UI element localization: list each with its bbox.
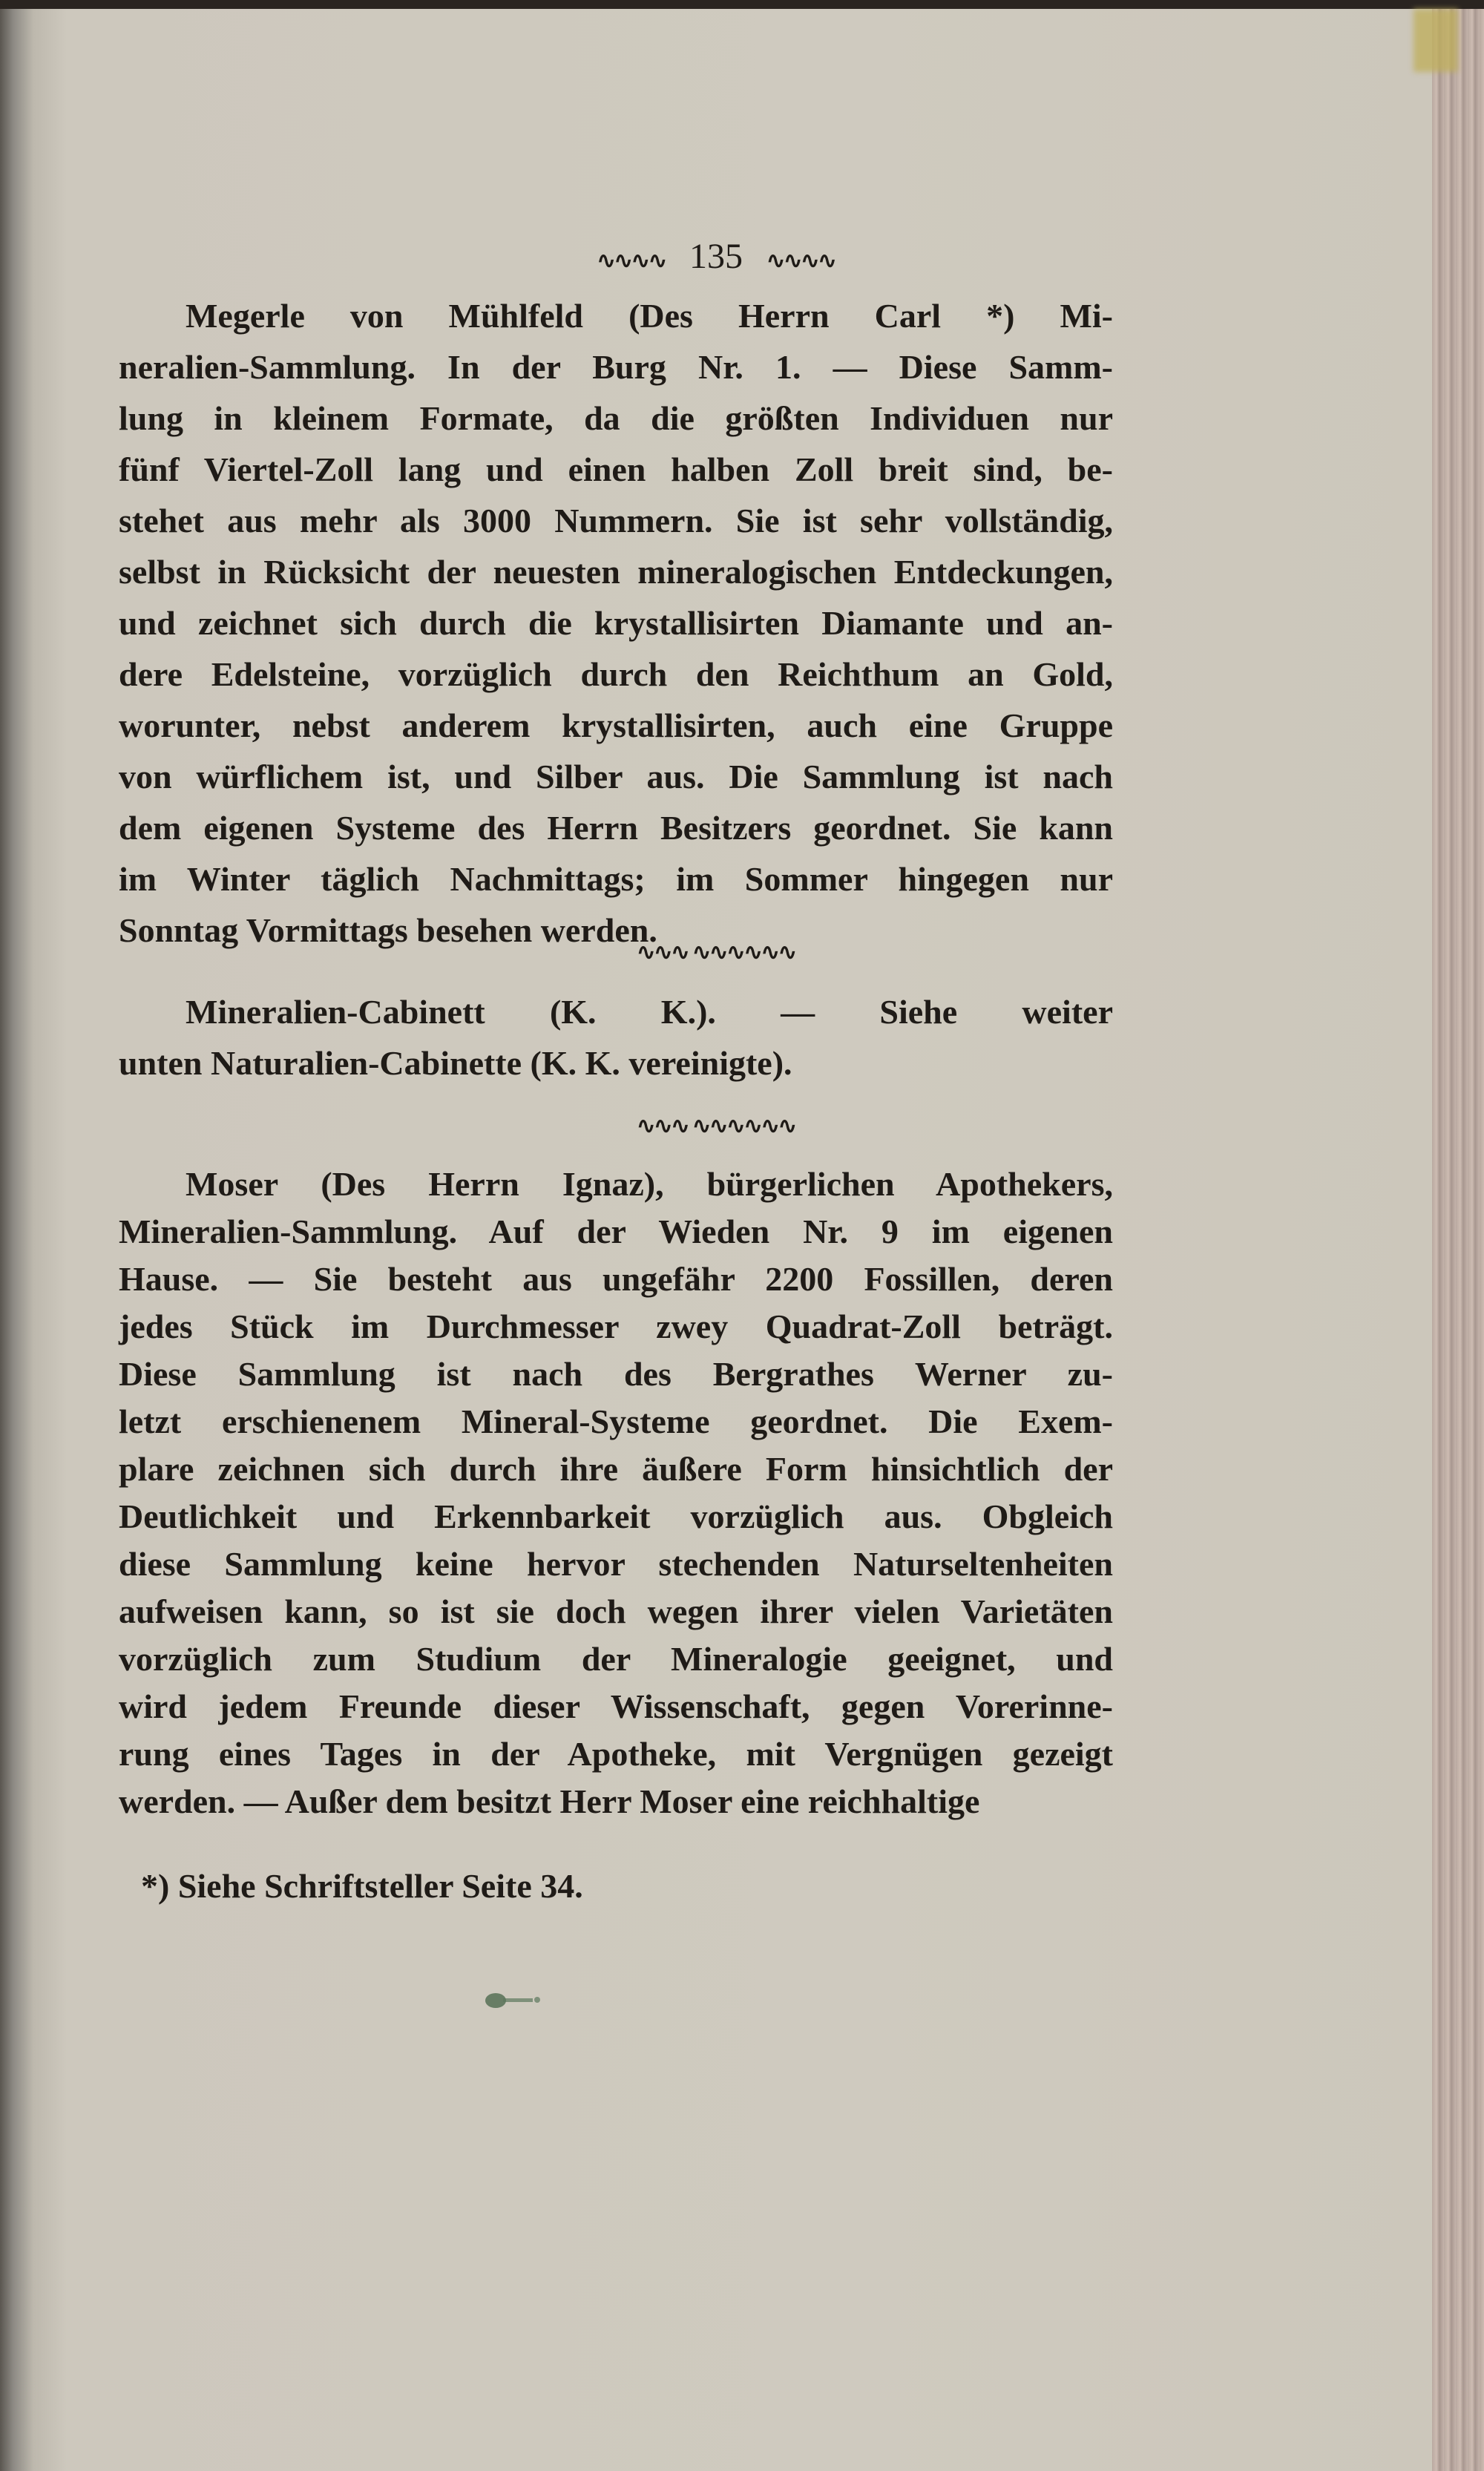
text-line: dem eigenen Systeme des Herrn Besitzers geordnet. Sie kann	[119, 809, 1113, 847]
entry-moser	[119, 1161, 1113, 1825]
text-line: plare zeichnen sich durch ihre äußere Form hinsichtlich der	[119, 1450, 1113, 1488]
text-line: neralien-Sammlung. In der Burg Nr. 1. — Diese Samm-	[119, 348, 1113, 386]
section-divider: ∿∿∿ ∿∿∿∿∿∿	[637, 940, 795, 965]
scan-top-border	[0, 0, 1484, 9]
text-line: Moser (Des Herrn Ignaz), bürgerlichen Apothekers,	[186, 1165, 1113, 1203]
page-number: 135	[689, 237, 743, 276]
text-line: und zeichnet sich durch die krystallisirten Diamante und an-	[119, 604, 1113, 642]
text-line: Sonntag Vormittags besehen werden.	[119, 911, 657, 949]
text-line: werden. — Außer dem besitzt Herr Moser eine reichhaltige	[119, 1782, 980, 1820]
text-line: wird jedem Freunde dieser Wissenschaft, gegen Vorerinne-	[119, 1687, 1113, 1725]
text-line: lung in kleinem Formate, da die größten Individuen nur	[119, 399, 1113, 437]
text-line: Diese Sammlung ist nach des Bergrathes Werner zu-	[119, 1355, 1113, 1393]
text-line: rung eines Tages in der Apotheke, mit Vergnügen gezeigt	[119, 1735, 1113, 1773]
text-line: Hause. — Sie besteht aus ungefähr 2200 Fossillen, deren	[119, 1260, 1113, 1298]
text-line: selbst in Rücksicht der neuesten mineralogischen Entdeckungen,	[119, 553, 1113, 591]
text-line: worunter, nebst anderem krystallisirten, auch eine Gruppe	[119, 706, 1113, 744]
entry-mineralien-cabinett	[119, 986, 1113, 1089]
text-line: Megerle von Mühlfeld (Des Herrn Carl *) Mi-	[186, 297, 1113, 335]
entry-megerle	[119, 290, 1113, 956]
page-stain	[1414, 9, 1458, 72]
section-divider: ∿∿∿ ∿∿∿∿∿∿	[637, 1114, 795, 1138]
text-line: aufweisen kann, so ist sie doch wegen ihrer vielen Varietäten	[119, 1592, 1113, 1630]
library-stamp-mark	[482, 1990, 549, 2009]
text-line: fünf Viertel-Zoll lang und einen halben Zoll breit sind, be-	[119, 450, 1113, 488]
text-line: vorzüglich zum Studium der Mineralogie geeignet, und	[119, 1640, 1113, 1678]
header-ornament-left: ∿∿∿∿	[597, 249, 666, 273]
text-line: unten Naturalien-Cabinette (K. K. vereinigte).	[119, 1044, 792, 1082]
footnote: *) Siehe Schriftsteller Seite 34.	[141, 1867, 583, 1905]
text-line: Mineralien-Sammlung. Auf der Wieden Nr. 9 im eigenen	[119, 1212, 1113, 1250]
text-line: Mineralien-Cabinett (K. K.). — Siehe weiter	[186, 993, 1113, 1031]
text-line: stehet aus mehr als 3000 Nummern. Sie ist sehr vollständig,	[119, 502, 1113, 539]
text-line: dere Edelsteine, vorzüglich durch den Reichthum an Gold,	[119, 655, 1113, 693]
page-edges	[1432, 9, 1484, 2471]
text-line: Deutlichkeit und Erkennbarkeit vorzüglich aus. Obgleich	[119, 1497, 1113, 1535]
text-line: von würflichem ist, und Silber aus. Die Sammlung ist nach	[119, 758, 1113, 795]
text-line: letzt erschienenem Mineral-Systeme geordnet. Die Exem-	[119, 1402, 1113, 1440]
page-header	[0, 236, 1432, 277]
text-line: jedes Stück im Durchmesser zwey Quadrat-Zoll beträgt.	[119, 1307, 1113, 1345]
header-ornament-right: ∿∿∿∿	[766, 249, 835, 273]
text-line: diese Sammlung keine hervor stechenden Naturseltenheiten	[119, 1545, 1113, 1583]
text-line: im Winter täglich Nachmittags; im Sommer hingegen nur	[119, 860, 1113, 898]
